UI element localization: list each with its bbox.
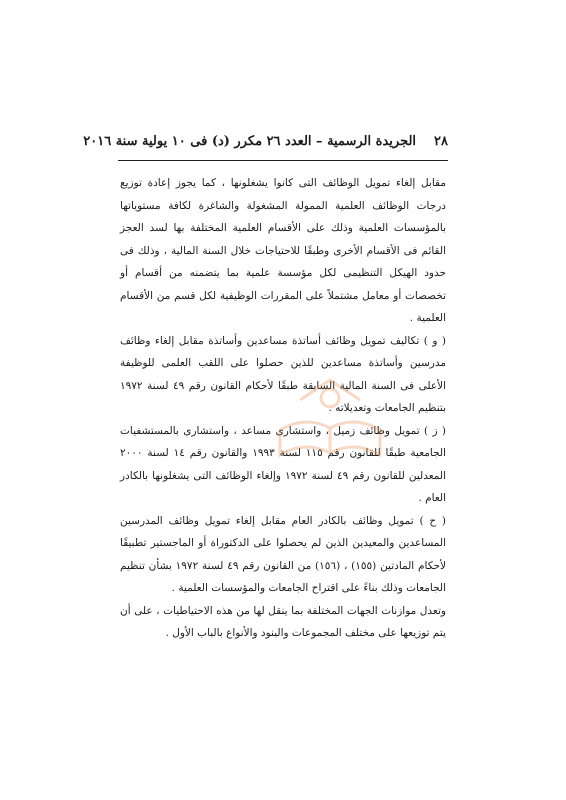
page-number: ٢٨ — [434, 134, 448, 149]
paragraph-item-zay: ( ز ) تمويل وظائف زميل ، واستشارى مساعد ، واستشارى بالمستشفيات الجامعية طبقًا للقانون رقم ١١٥ لسنة ١٩٩٣ والقانون رقم ١٤ لسنة ٢٠٠٠ المعدلين للقانون رقم ٤٩ لسنة ١٩٧٢ وإلغاء الوظائف التى يشغلونها بالكادر العام . — [120, 424, 446, 504]
document-body — [120, 172, 446, 645]
paragraph-item-waw: ( و ) تكاليف تمويل وظائف أساتذة مساعدين وأساتذة مقابل إلغاء وظائف مدرسين وأساتذة مساعدين للذين حصلوا على اللقب العلمى للوظيفة الأعلى فى السنة المالية السابقة طبقًا لأحكام القانون رقم ٤٩ لسنة ١٩٧٢ بتنظيم الجامعات وتعديلاته . — [120, 334, 446, 414]
page-header — [83, 134, 448, 149]
paragraph-closing: وتعدل موازنات الجهات المختلفة بما ينقل لها من هذه الاحتياطيات ، على أن يتم توزيعها على مختلف المجموعات والبنود والأنواع بالباب الأول . — [120, 604, 446, 639]
paragraph-item-ha: ( ح ) تمويل وظائف بالكادر العام مقابل إلغاء تمويل وظائف المدرسين المساعدين والمعيدين الذين لم يحصلوا على الدكتوراة أو الماجستير تطبيقًا لأحكام المادتين (١٥٥) ، (١٥٦) من القانون رقم ٤٩ لسنة ١٩٧٢ بشأن تنظيم الجامعات وذلك بناءً على اقتراح الجامعات والمؤسسات العلمية . — [120, 514, 446, 594]
paragraph-intro: مقابل إلغاء تمويل الوظائف التى كانوا يشغلونها ، كما يجوز إعادة توزيع درجات الوظائف العلمية الممولة المشغولة والشاغرة لكافة مستوياتها بالمؤسسات العلمية وذلك على الأقسام العلمية المختلفة بها لسد العجز القائم فى الأقسام الأخرى وطبقًا للاحتياجات خلال السنة المالية ، وذلك فى حدود الهيكل التنظيمى لكل مؤسسة علمية بما يتضمنه من أقسام أو تخصصات أو معامل مشتملاً على المقررات الوظيفية لكل قسم من الأقسام العلمية . — [120, 177, 446, 324]
header-divider — [118, 160, 448, 161]
gazette-title: الجريدة الرسمية – العدد ٢٦ مكرر (د) فى ١٠ يولية سنة ٢٠١٦ — [83, 134, 417, 149]
